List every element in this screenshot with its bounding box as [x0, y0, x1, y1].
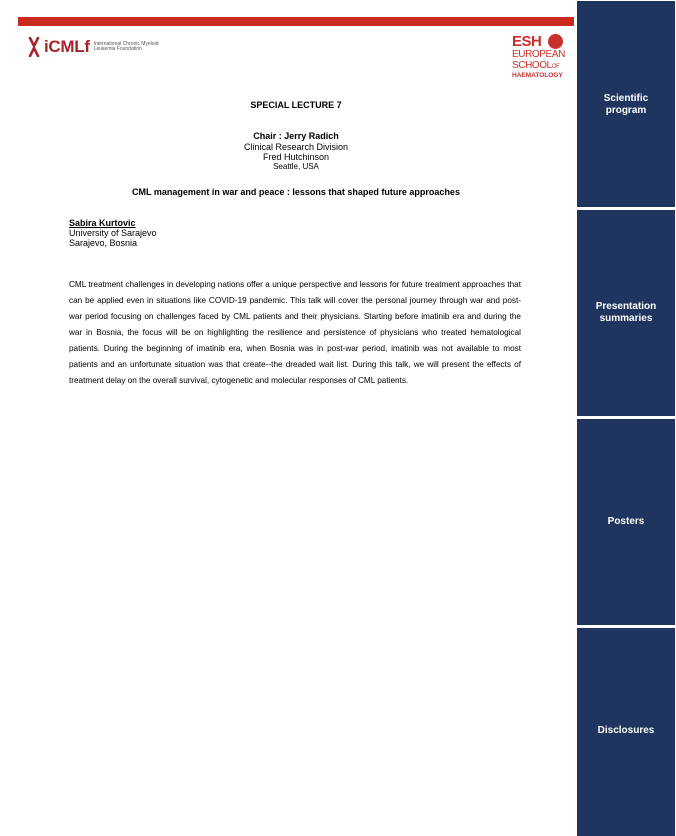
- speaker-location: Sarajevo, Bosnia: [69, 238, 138, 248]
- tab-label-line2: summaries: [599, 313, 653, 324]
- tab-label-line2: program: [605, 105, 647, 116]
- tab-label-line1: Scientific: [603, 93, 649, 104]
- esh-logo-line3: HAEMATOLOGY: [512, 72, 563, 79]
- speaker-affiliation: University of Sarajevo: [69, 228, 157, 238]
- speaker-block: [69, 218, 157, 248]
- chromosome-icon: [27, 37, 41, 57]
- chair-city: Seattle, USA: [273, 162, 319, 171]
- lecture-heading: SPECIAL LECTURE 7: [250, 100, 342, 110]
- chair-name: Chair : Jerry Radich: [253, 131, 339, 141]
- chair-institute: Fred Hutchinson: [262, 152, 330, 162]
- esh-logo-line1: EUROPEAN: [512, 49, 565, 60]
- tab-label: Disclosures: [597, 725, 655, 736]
- tab-presentation-summaries[interactable]: [577, 210, 675, 416]
- tab-label-line1: Presentation: [595, 301, 657, 312]
- tab-posters[interactable]: [577, 419, 675, 625]
- tab-label: [577, 93, 675, 117]
- esh-logo: [510, 33, 570, 89]
- tab-scientific-program[interactable]: [577, 1, 675, 207]
- esh-logo-of: OF: [551, 64, 560, 70]
- tab-label: [577, 301, 675, 325]
- tab-disclosures[interactable]: [577, 628, 675, 836]
- tab-label: Posters: [607, 516, 645, 527]
- talk-title: CML management in war and peace : lessons that shaped future approaches: [132, 187, 460, 197]
- sidebar-nav: [577, 0, 675, 836]
- esh-logo-line2: [512, 60, 559, 71]
- header-red-bar: [18, 17, 574, 26]
- icmlf-logo: [27, 37, 164, 57]
- icmlf-logo-subtitle: International Chronic Myeloid Leukemia Foundation: [93, 40, 159, 52]
- esh-logo-text: ESH: [512, 33, 542, 50]
- icmlf-logo-text: iCMLf: [44, 37, 90, 56]
- speaker-name: Sabira Kurtovic: [69, 218, 136, 228]
- esh-logo-school: SCHOOL: [512, 60, 552, 71]
- abstract-text: CML treatment challenges in developing nations offer a unique perspective and lessons for future treatment approaches that can be applied even in situations like COVID-19 pandemic. This talk will cover the personal journey through war and post-war period focusing on challenges faced by CML patients and their physicians. Starting before imatinib era and during the war in Bosnia, the focus will be on highlighting the resilience and persistence of physicians who treated hematological patients. During the beginning of imatinib era, when Bosnia was in post-war period, imatinib was not available to most patients and an unfortunate situation was that create--the dreaded wait list. During this talk, we will present the effects of treatment delay on the overall survival, cytogenetic and molecular responses of CML patients.: [69, 280, 521, 385]
- esh-logo-circle-icon: [548, 34, 563, 49]
- chair-division: Clinical Research Division: [243, 142, 349, 152]
